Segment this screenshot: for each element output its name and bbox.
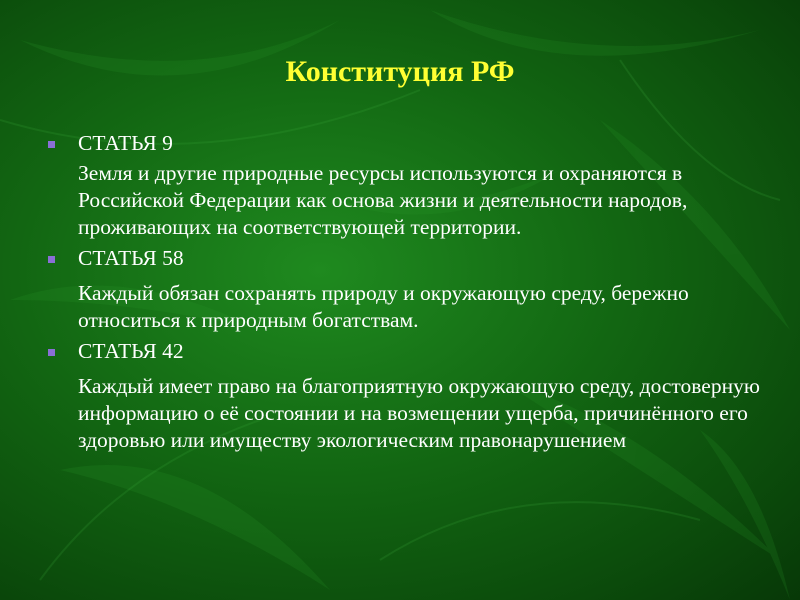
slide-title: Конституция РФ bbox=[285, 55, 515, 88]
article-body: Земля и другие природные ресурсы используются и охраняются в Российской Федерации как основа жизни и деятельности народов, проживающих на соответствующей территории. bbox=[78, 161, 688, 239]
articles-list bbox=[46, 130, 766, 457]
article-text-58 bbox=[46, 280, 766, 334]
article-heading-label: СТАТЬЯ 9 bbox=[78, 131, 173, 155]
article-body: Каждый обязан сохранять природу и окружающую среду, бережно относиться к природным богатствам. bbox=[78, 281, 689, 332]
square-bullet-icon bbox=[48, 349, 55, 356]
article-text-9 bbox=[46, 160, 766, 241]
article-heading-label: СТАТЬЯ 58 bbox=[78, 246, 184, 270]
article-heading-label: СТАТЬЯ 42 bbox=[78, 339, 184, 363]
article-text-42 bbox=[46, 373, 766, 454]
article-heading-58 bbox=[46, 245, 766, 272]
square-bullet-icon bbox=[48, 256, 55, 263]
article-heading-42 bbox=[46, 338, 766, 365]
article-heading-9 bbox=[46, 130, 766, 157]
article-body: Каждый имеет право на благоприятную окружающую среду, достоверную информацию о её состоянии и на возмещении ущерба, причинённого его здоровью или имуществу экологическим правонарушением bbox=[78, 374, 760, 452]
square-bullet-icon bbox=[48, 141, 55, 148]
